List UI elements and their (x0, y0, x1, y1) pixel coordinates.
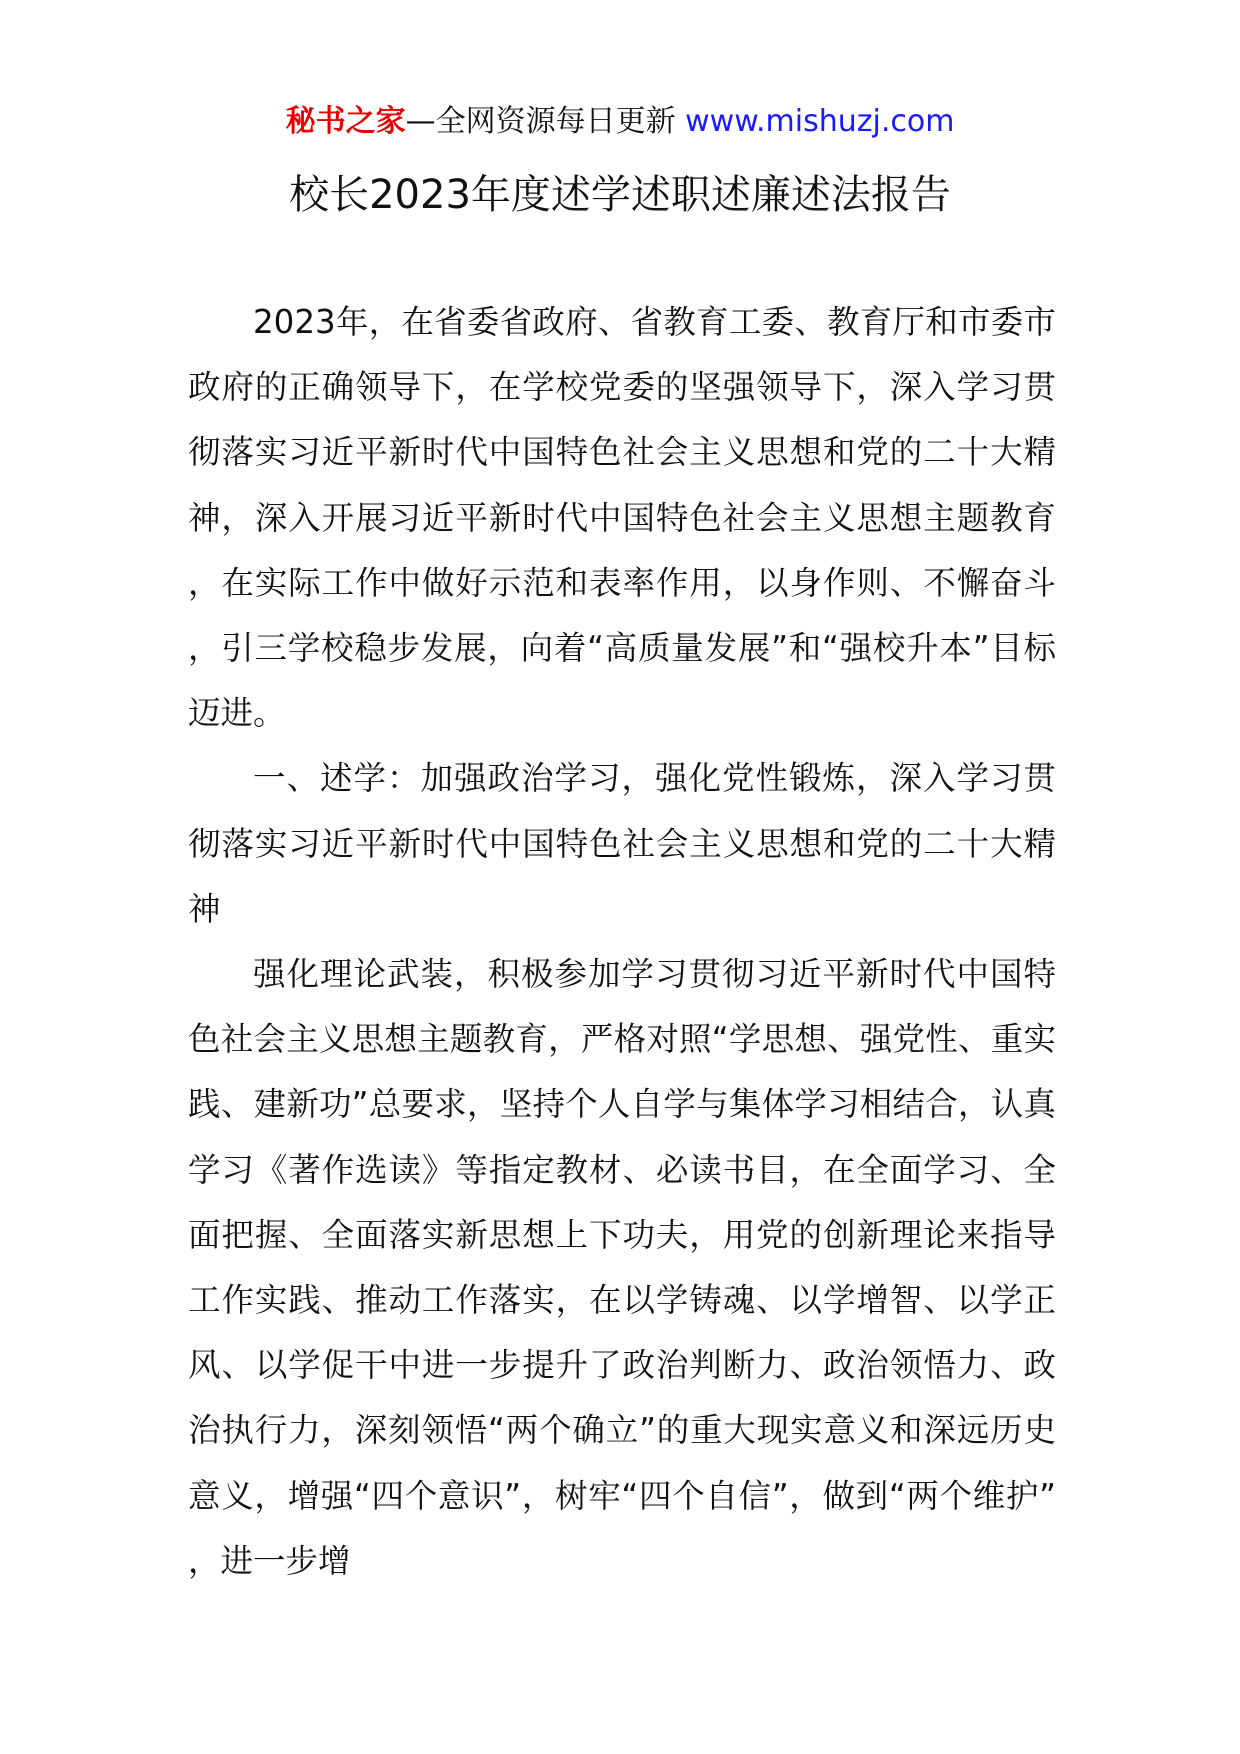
site-brand: 秘书之家 (285, 104, 406, 139)
site-banner (0, 102, 1240, 142)
site-url-link[interactable]: www.mishuzj.com (685, 104, 955, 139)
study-paragraph: 强化理论武装，积极参加学习贯彻习近平新时代中国特色社会主义思想主题教育，严格对照“学思想、强党性、重实践、建新功”总要求，坚持个人自学与集体学习相结合，认真学习《著作选读》等指定教材、必读书目，在全面学习、全面把握、全面落实新思想上下功夫，用党的创新理论来指导工作实践、推动工作落实，在以学铸魂、以学增智、以学正风、以学促干中进一步提升了政治判断力、政治领悟力、政治执行力，深刻领悟“两个确立”的重大现实意义和深远历史意义，增强“四个意识”，树牢“四个自信”，做到“两个维护”，进一步增 (188, 955, 1056, 1580)
document-body (188, 290, 1056, 1594)
site-tagline: —全网资源每日更新 (405, 104, 676, 139)
document-title: 校长2023年度述学述职述廉述法报告 (289, 172, 951, 218)
intro-paragraph: 2023年，在省委省政府、省教育工委、教育厅和市委市政府的正确领导下，在学校党委的坚强领导下，深入学习贯彻落实习近平新时代中国特色社会主义思想和党的二十大精神，深入开展习近平新时代中国特色社会主义思想主题教育，在实际工作中做好示范和表率作用，以身作则、不懈奋斗，引三学校稳步发展，向着“高质量发展”和“强校升本”目标迈进。 (188, 303, 1056, 733)
section-heading-study: 一、述学：加强政治学习，强化党性锻炼，深入学习贯彻落实习近平新时代中国特色社会主义思想和党的二十大精神 (188, 759, 1056, 928)
